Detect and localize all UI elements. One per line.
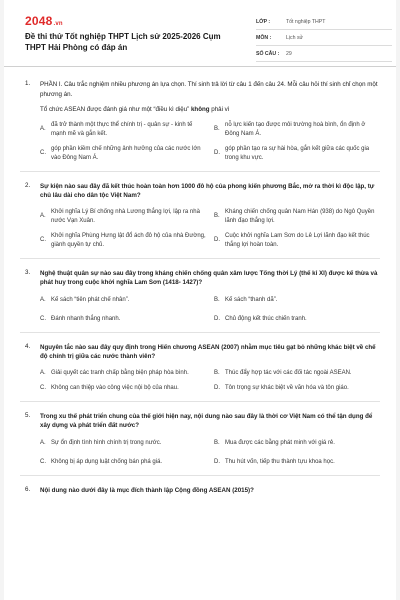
option-c[interactable]	[40, 232, 206, 250]
question-number: 5.	[25, 411, 31, 419]
divider	[20, 171, 380, 172]
option-letter: C.	[40, 237, 46, 243]
option-letter: A.	[40, 126, 46, 132]
document-page	[4, 0, 396, 600]
question-text: Sự kiện nào sau đây đã kết thúc hoàn toàn hơn 1000 đô hộ của phong kiến phương Bắc, mở ra thời kì độc lập, tự chủ lâu dài cho dân tộc Việt Nam?	[40, 182, 375, 199]
stem-text: Tổ chức ASEAN được đánh giá như một “điều kì diệu”	[40, 106, 191, 113]
option-letter: B.	[214, 126, 220, 132]
option-text: Kế sách “tiên phát chế nhân”.	[51, 296, 130, 303]
question-1	[4, 80, 396, 163]
option-text: Tôn trọng sự khác biệt về văn hóa và tôn giáo.	[225, 384, 349, 391]
option-text: Mua được các bằng phát minh với giá rẻ.	[225, 439, 335, 446]
option-text: góp phần kiềm chế những ảnh hưởng của các nước lớn vào Đông Nam Á.	[51, 145, 201, 161]
divider	[20, 475, 380, 476]
option-letter: C.	[40, 458, 46, 465]
option-letter: B.	[214, 296, 220, 303]
question-6	[4, 486, 396, 496]
option-text: nỗ lực kiến tạo được môi trường hoà bình, ổn định ở Đông Nam Á.	[225, 121, 366, 137]
question-5	[4, 412, 396, 467]
meta-value: Lịch sử	[286, 34, 304, 41]
option-b[interactable]	[214, 369, 380, 378]
question-list	[4, 80, 396, 495]
question-2	[4, 182, 396, 250]
option-text: Đánh nhanh thắng nhanh.	[51, 315, 121, 322]
option-letter: B.	[214, 369, 220, 376]
options	[40, 208, 380, 250]
document-header	[4, 0, 396, 67]
option-letter: A.	[40, 369, 46, 376]
question-number: 3.	[25, 268, 31, 276]
question-text: Trong xu thế phát triển chung của thế giới hiện nay, nội dung nào sau đây là thời cơ Việt Nam có thể tận dụng để xây dựng và phát triển đất nước?	[40, 412, 373, 429]
question-text: Nguyên tắc nào sau đây quy định trong Hiến chương ASEAN (2007) nhằm mục tiêu gạt bỏ những khác biệt về chế độ chính trị giữa các nước thành viên?	[40, 343, 376, 360]
option-text: Không can thiệp vào công việc nội bộ của nhau.	[51, 384, 179, 391]
option-d[interactable]	[214, 232, 380, 250]
question-3	[4, 269, 396, 324]
logo-text: 2048	[25, 14, 53, 28]
option-text: Chủ động kết thúc chiến tranh.	[225, 315, 307, 322]
option-text: Kháng chiến chống quân Nam Hán (938) do Ngô Quyền lãnh đạo thắng lợi.	[225, 208, 375, 224]
option-c[interactable]	[40, 458, 206, 467]
option-b[interactable]	[214, 439, 380, 448]
options	[40, 439, 380, 467]
question-4	[4, 343, 396, 393]
option-text: Sự ổn định tình hình chính trị trong nước.	[51, 439, 162, 446]
question-number: 1.	[25, 80, 31, 87]
option-a[interactable]	[40, 208, 206, 226]
meta-key: LỚP :	[256, 18, 271, 25]
option-letter: D.	[214, 315, 220, 322]
option-letter: A.	[40, 439, 46, 446]
option-text: đã trở thành một thực thể chính trị - quân sự - kinh tế mạnh mẽ và gắn kết.	[51, 121, 193, 137]
option-text: Kế sách “thanh dã”.	[225, 296, 278, 303]
option-c[interactable]	[40, 384, 206, 393]
option-b[interactable]	[214, 296, 380, 305]
option-a[interactable]	[40, 369, 206, 378]
question-number: 6.	[25, 485, 31, 493]
option-text: Không bị áp dụng luật chống bán phá giá.	[51, 458, 163, 465]
option-d[interactable]	[214, 315, 380, 324]
stem-text: phải vì	[209, 106, 230, 113]
divider	[20, 332, 380, 333]
options	[40, 121, 380, 163]
option-d[interactable]	[214, 145, 380, 163]
question-stem	[40, 105, 380, 115]
meta-value: Tốt nghiệp THPT	[286, 18, 326, 25]
options	[40, 369, 380, 393]
option-letter: C.	[40, 315, 46, 322]
option-letter: D.	[214, 237, 220, 243]
option-text: Cuộc khởi nghĩa Lam Sơn do Lê Lợi lãnh đạo kết thúc thắng lợi hoàn toàn.	[225, 232, 370, 248]
options	[40, 296, 380, 324]
meta-row-class	[256, 14, 392, 30]
document-meta	[256, 14, 392, 62]
option-a[interactable]	[40, 439, 206, 448]
option-d[interactable]	[214, 458, 380, 467]
document-title: Đề thi thử Tốt nghiệp THPT Lịch sử 2025-2026 Cụm THPT Hải Phòng có đáp án	[25, 32, 221, 52]
stem-emphasis: không	[190, 106, 210, 113]
option-text: Thúc đẩy hợp tác với các đối tác ngoài ASEAN.	[225, 369, 352, 376]
option-letter: A.	[40, 296, 46, 303]
option-b[interactable]	[214, 121, 380, 139]
logo-suffix: .vn	[53, 21, 63, 27]
option-text: Giải quyết các tranh chấp bằng biện pháp hòa bình.	[51, 369, 189, 376]
option-letter: D.	[214, 458, 220, 465]
meta-value: 29	[286, 50, 292, 57]
option-c[interactable]	[40, 315, 206, 324]
option-letter: B.	[214, 439, 220, 446]
divider	[20, 401, 380, 402]
section-intro: PHẦN I. Câu trắc nghiệm nhiều phương án lựa chọn. Thí sinh trả lời từ câu 1 đến câu 24. Mỗi câu hỏi thí sinh chỉ chọn một phương án.	[40, 81, 378, 98]
meta-key: SỐ CÂU :	[256, 50, 280, 57]
option-letter: D.	[214, 150, 220, 156]
option-d[interactable]	[214, 384, 380, 393]
option-a[interactable]	[40, 121, 206, 139]
option-c[interactable]	[40, 145, 206, 163]
meta-row-count	[256, 46, 392, 62]
meta-key: MÔN :	[256, 34, 272, 41]
option-text: Khởi nghĩa Lý Bí chống nhà Lương thắng lợi, lập ra nhà nước Vạn Xuân.	[51, 208, 200, 224]
divider	[20, 258, 380, 259]
option-letter: D.	[214, 384, 220, 391]
option-a[interactable]	[40, 296, 206, 305]
question-text: Nội dung nào dưới đây là mục đích thành lập Cộng đồng ASEAN (2015)?	[40, 486, 254, 494]
question-number: 2.	[25, 181, 31, 189]
question-number: 4.	[25, 342, 31, 350]
option-letter: C.	[40, 384, 46, 391]
option-b[interactable]	[214, 208, 380, 226]
option-text: góp phần tạo ra sự hài hòa, gắn kết giữa các quốc gia trong khu vực.	[225, 145, 370, 161]
option-text: Thu hút vốn, tiếp thu thành tựu khoa học.	[225, 458, 335, 465]
option-letter: A.	[40, 213, 46, 219]
site-logo[interactable]	[25, 14, 63, 28]
question-text: Nghệ thuật quân sự nào sau đây trong kháng chiến chống quân xâm lược Tống thời Lý (thế kỉ XI) được kế thừa và phát huy trong cuộc khởi nghĩa Lam Sơn (1418- 1427)?	[40, 269, 378, 286]
option-text: Khởi nghĩa Phùng Hưng lật đổ ách đô hộ của nhà Đường, giành quyền tự chủ.	[51, 232, 206, 248]
option-letter: B.	[214, 213, 220, 219]
option-letter: C.	[40, 150, 46, 156]
meta-row-subject	[256, 30, 392, 46]
